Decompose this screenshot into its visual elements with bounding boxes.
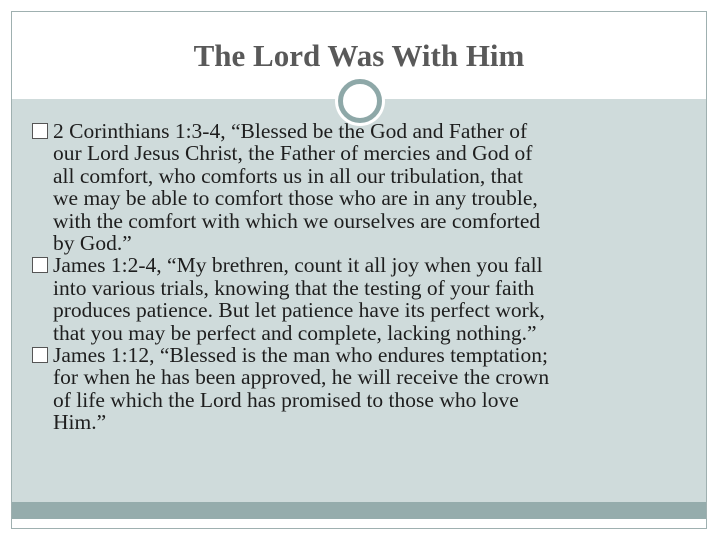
bullet-line: James 1:12, “Blessed is the man who endures temptation; bbox=[53, 343, 549, 368]
bullet-line: with the comfort with which we ourselves are comforted bbox=[53, 208, 541, 233]
bullet-line: we may be able to comfort those who are in any trouble, bbox=[53, 186, 538, 211]
bullet-line: produces patience. But let patience have its perfect work, bbox=[53, 298, 545, 323]
bullet-line: into various trials, knowing that the testing of your faith bbox=[53, 275, 535, 300]
bullet-item bbox=[32, 344, 692, 434]
bullet-line: for when he has been approved, he will receive the crown bbox=[53, 365, 550, 390]
bullet-item bbox=[32, 120, 692, 254]
bullet-line: Him.” bbox=[53, 410, 107, 435]
bullet-line: of life which the Lord has promised to those who love bbox=[53, 387, 519, 412]
square-bullet-icon bbox=[32, 347, 48, 363]
bullet-list bbox=[32, 120, 692, 434]
bullet-item bbox=[32, 254, 692, 344]
square-bullet-icon bbox=[32, 123, 48, 139]
bullet-line: 2 Corinthians 1:3-4, “Blessed be the God and Father of bbox=[53, 119, 528, 143]
footer-bar bbox=[12, 502, 706, 519]
square-bullet-icon bbox=[32, 257, 48, 273]
bullet-line: all comfort, who comforts us in all our tribulation, that bbox=[53, 163, 523, 188]
bullet-line: our Lord Jesus Christ, the Father of mercies and God of bbox=[53, 141, 533, 166]
bullet-line: James 1:2-4, “My brethren, count it all joy when you fall bbox=[53, 253, 543, 278]
bullet-line: by God.” bbox=[53, 231, 132, 256]
slide-title: The Lord Was With Him bbox=[193, 38, 525, 73]
circle-ornament-icon bbox=[338, 79, 382, 123]
bullet-line: that you may be perfect and complete, lacking nothing.” bbox=[53, 320, 537, 345]
